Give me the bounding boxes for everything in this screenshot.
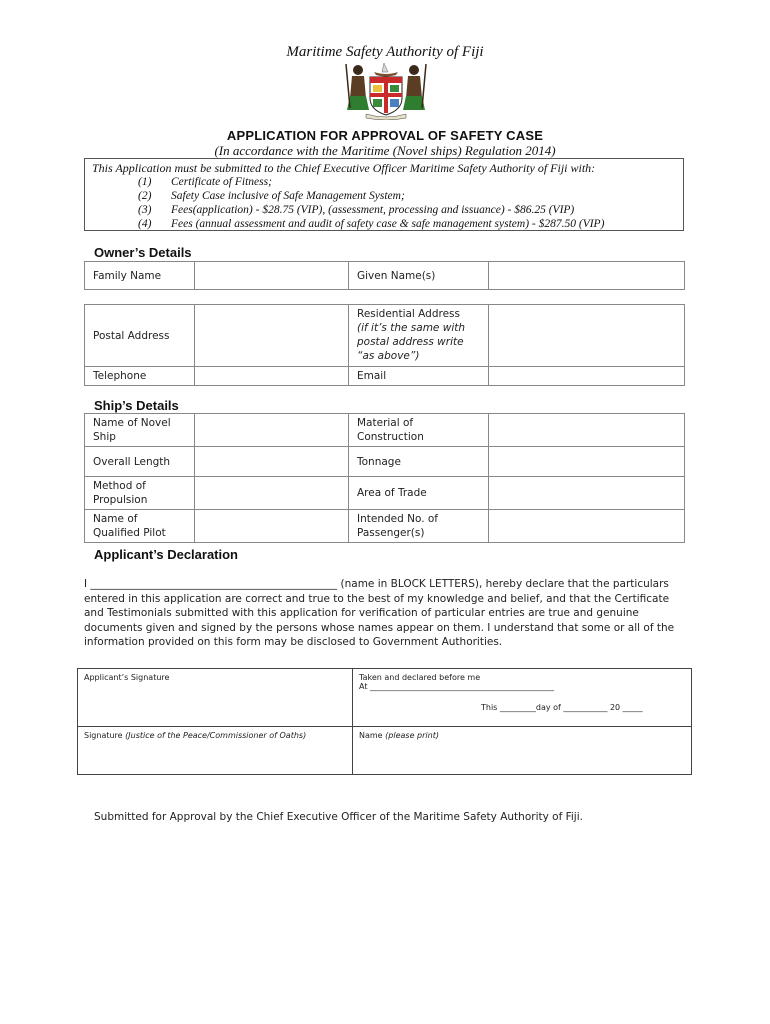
qualified-pilot-label: Name of Qualified Pilot	[85, 510, 195, 543]
material-construction-field[interactable]	[489, 414, 685, 447]
print-name-label: Name	[359, 731, 386, 740]
signature-table	[77, 668, 692, 775]
postal-address-field[interactable]	[195, 305, 349, 367]
residential-address-field[interactable]	[489, 305, 685, 367]
postal-address-label: Postal Address	[85, 305, 195, 367]
form-subtitle: (In accordance with the Maritime (Novel ships) Regulation 2014)	[214, 143, 556, 158]
submitted-for-approval-text: Submitted for Approval by the Chief Executive Officer of the Maritime Safety Authority of Fiji.	[94, 811, 583, 823]
requirement-number: (3)	[138, 204, 152, 216]
intended-passengers-label: Intended No. of Passenger(s)	[349, 510, 489, 543]
given-names-label: Given Name(s)	[349, 262, 489, 290]
fiji-coat-of-arms-icon	[336, 60, 436, 120]
owners-details-heading: Owner’s Details	[94, 245, 192, 260]
family-name-label: Family Name	[85, 262, 195, 290]
propulsion-method-field[interactable]	[195, 477, 349, 510]
tonnage-field[interactable]	[489, 447, 685, 477]
intended-passengers-field[interactable]	[489, 510, 685, 543]
requirement-number: (1)	[138, 176, 152, 188]
declaration-heading: Applicant’s Declaration	[94, 547, 238, 562]
declaration-text: I _______________________________________________ (name in BLOCK LETTERS), hereby declare that the particulars entered in this application are correct and true to the best of my knowledge and belief, and that the Certificate and Testimonials submitted with this application for verification of particular entries are true and genuine documents given and signed by the persons whose names appear on them. I understand that some or all of the information provided on this form may be disclosed to Government Authorities.	[84, 578, 675, 649]
tonnage-label: Tonnage	[349, 447, 489, 477]
declared-date-line: This _________day of ___________ 20 _____	[481, 703, 643, 712]
qualified-pilot-field[interactable]	[195, 510, 349, 543]
requirements-intro: This Application must be submitted to the Chief Executive Officer Maritime Safety Authority of Fiji with:	[92, 161, 596, 175]
residential-address-title: Residential Address	[357, 308, 460, 320]
email-field[interactable]	[489, 367, 685, 386]
ships-details-table	[84, 413, 685, 543]
residential-address-label	[349, 305, 489, 367]
given-names-field[interactable]	[489, 262, 685, 290]
taken-declared-box[interactable]	[353, 669, 692, 727]
telephone-field[interactable]	[195, 367, 349, 386]
novel-ship-name-label: Name of Novel Ship	[85, 414, 195, 447]
propulsion-method-label: Method of Propulsion	[85, 477, 195, 510]
ships-details-heading: Ship’s Details	[94, 398, 179, 413]
declared-at-line: At ______________________________________________	[359, 682, 555, 691]
taken-declared-label: Taken and declared before me	[359, 673, 481, 682]
novel-ship-name-field[interactable]	[195, 414, 349, 447]
authority-header: Maritime Safety Authority of Fiji	[286, 44, 484, 60]
telephone-label: Telephone	[85, 367, 195, 386]
jp-signature-label: Signature	[84, 731, 126, 740]
overall-length-field[interactable]	[195, 447, 349, 477]
form-title: APPLICATION FOR APPROVAL OF SAFETY CASE	[226, 128, 544, 143]
requirement-number: (2)	[138, 190, 152, 202]
owners-name-table	[84, 261, 685, 290]
residential-address-note: (if it’s the same with postal address write “as above”)	[357, 322, 466, 362]
requirement-number: (4)	[138, 218, 152, 230]
print-name-note: (please print)	[385, 731, 439, 740]
requirement-item: Safety Case inclusive of Safe Management System;	[171, 190, 405, 202]
requirement-item: Fees (annual assessment and audit of safety case & safe management system) - $287.50 (VIP)	[171, 218, 605, 230]
area-of-trade-field[interactable]	[489, 477, 685, 510]
requirement-item: Fees(application) - $28.75 (VIP), (assessment, processing and issuance) - $86.25 (VIP)	[171, 204, 575, 216]
applicant-signature-box[interactable]	[78, 669, 353, 727]
owners-contact-table	[84, 304, 685, 386]
jp-signature-role: (Justice of the Peace/Commissioner of Oaths)	[125, 731, 307, 740]
email-label: Email	[349, 367, 489, 386]
family-name-field[interactable]	[195, 262, 349, 290]
print-name-box[interactable]	[353, 727, 692, 775]
area-of-trade-label: Area of Trade	[349, 477, 489, 510]
material-construction-label: Material of Construction	[349, 414, 489, 447]
overall-length-label: Overall Length	[85, 447, 195, 477]
applicant-signature-label: Applicant’s Signature	[84, 673, 170, 682]
requirement-item: Certificate of Fitness;	[171, 176, 272, 188]
jp-signature-box[interactable]	[78, 727, 353, 775]
